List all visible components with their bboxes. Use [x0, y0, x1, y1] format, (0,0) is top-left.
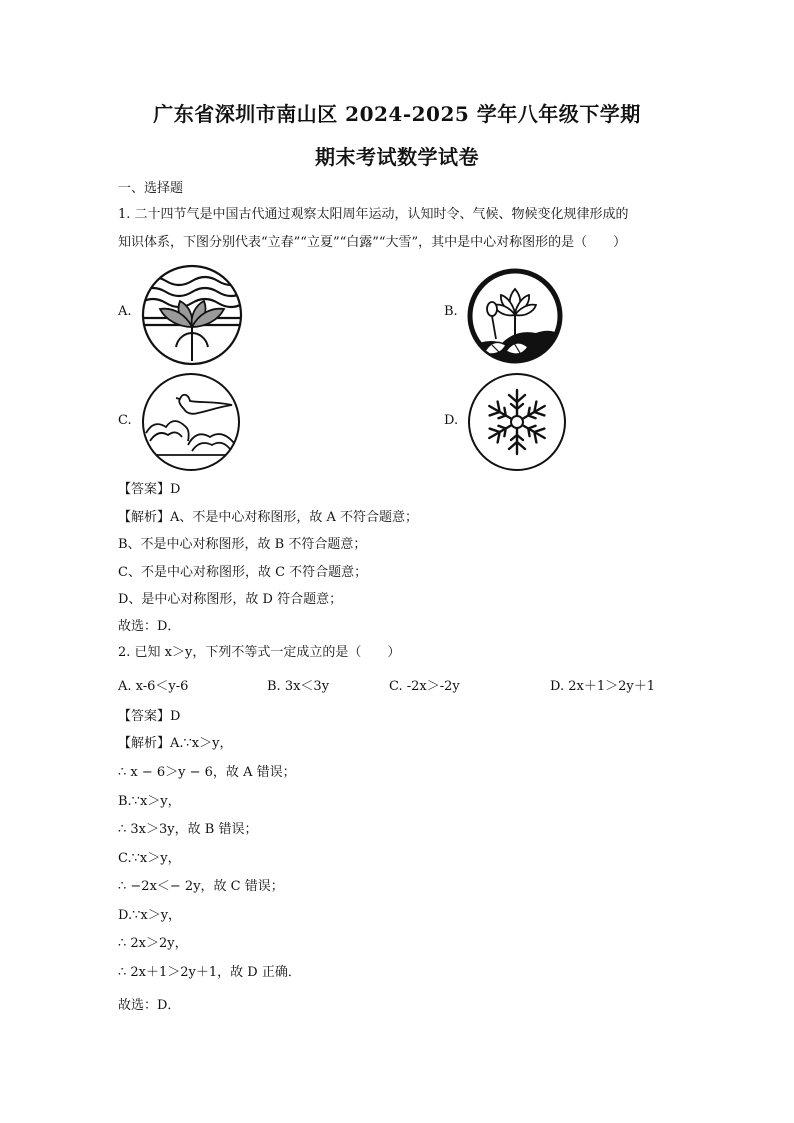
- q1-analysis-line: B、不是中心对称图形，故 B 不符合题意；: [118, 537, 367, 552]
- q2-option-d: D. 2x＋1＞2y＋1: [550, 679, 655, 694]
- q1-option-c-label: C.: [118, 413, 132, 428]
- q1-analysis-line: 【解析】A、不是中心对称图形，故 A 不符合题意；: [118, 510, 419, 525]
- q1-analysis-line: 故选：D．: [118, 619, 181, 634]
- q1-answer: 【答案】D: [118, 482, 181, 497]
- q1-stem-line2: 知识体系，下图分别代表“立春”“立夏”“白露”“大雪”，其中是中心对称图形的是（ ）: [118, 235, 627, 250]
- q1-analysis-line: C、不是中心对称图形，故 C 不符合题意；: [118, 565, 368, 580]
- q2-analysis-line: 故选：D．: [118, 998, 181, 1013]
- q1-option-b-label: B.: [444, 304, 458, 319]
- q1-analysis-line: D、是中心对称图形，故 D 符合题意；: [118, 592, 343, 607]
- q2-analysis-line: 【解析】A.∵x＞y，: [118, 736, 233, 751]
- daxue-figure: [466, 371, 568, 473]
- lichun-figure: [140, 263, 244, 367]
- q1-option-a-label: A.: [118, 304, 132, 319]
- title-line-1: 广东省深圳市南山区 2024-2025 学年八年级下学期: [153, 102, 641, 126]
- q1-stem-line1: 1. 二十四节气是中国古代通过观察太阳周年运动，认知时令、气候、物候变化规律形成的: [118, 207, 629, 222]
- q2-analysis-line: ∴ x − 6＞y − 6，故 A 错误；: [118, 765, 296, 780]
- q2-analysis-line: B.∵x＞y，: [118, 794, 181, 809]
- q2-analysis-line: C.∵x＞y，: [118, 851, 181, 866]
- bailu-figure: [140, 371, 242, 473]
- q2-analysis-line: ∴ 2x＞2y，: [118, 936, 188, 951]
- q2-analysis-line: ∴ 2x＋1＞2y＋1，故 D 正确．: [118, 965, 301, 980]
- q2-analysis-line: ∴ 3x＞3y，故 B 错误；: [118, 822, 258, 837]
- q2-analysis-line: ∴ −2x＜− 2y，故 C 错误；: [118, 879, 284, 894]
- section-heading: 一、选择题: [118, 181, 184, 196]
- lixia-figure: [466, 267, 564, 365]
- q2-stem: 2. 已知 x＞y，下列不等式一定成立的是（ ）: [118, 645, 401, 660]
- title-line-2: 期末考试数学试卷: [315, 145, 479, 169]
- q2-option-b: B. 3x＜3y: [267, 679, 330, 694]
- q1-option-d-label: D.: [444, 413, 459, 428]
- q2-option-a: A. x-6＜y-6: [118, 679, 189, 694]
- q2-option-c: C. -2x＞-2y: [389, 679, 460, 694]
- q2-answer: 【答案】D: [118, 709, 181, 724]
- q2-analysis-line: D.∵x＞y，: [118, 908, 182, 923]
